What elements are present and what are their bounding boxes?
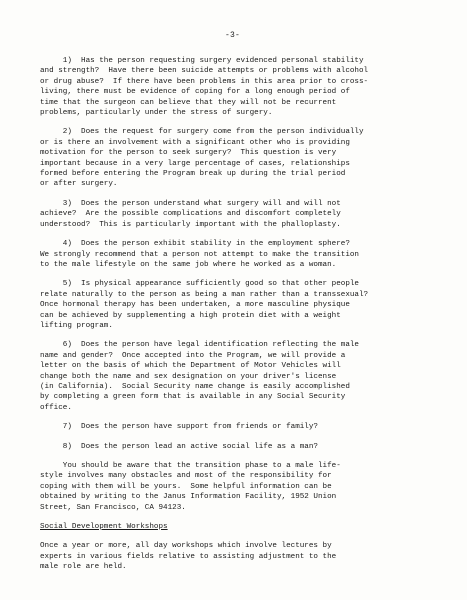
text-line: important because in a very large percentage of cases, relationships xyxy=(40,159,350,168)
text-line: You should be aware that the transition phase to a male life- xyxy=(40,462,341,470)
document-body xyxy=(40,56,435,582)
text-line: 7) Does the person have support from friends or family? xyxy=(40,423,318,432)
paragraph xyxy=(40,442,435,452)
text-line: (in California). Social Security name change is easily accomplished xyxy=(40,382,350,391)
text-line: 8) Does the person lead an active social life as a man? xyxy=(40,442,318,451)
text-line: time that the surgeon can believe that they will not be recurrent xyxy=(40,98,337,107)
paragraph xyxy=(40,279,435,331)
text-line: obtained by writing to the Janus Information Facility, 1952 Union xyxy=(40,493,337,502)
text-line: relate naturally to the person as being a man rather than a transsexual? xyxy=(40,290,369,299)
paragraph xyxy=(40,239,435,270)
text-line: Once a year or more, all day workshops which involve lectures by xyxy=(40,542,332,551)
text-line: and strength? Have there been suicide attempts or problems with alcohol xyxy=(40,67,369,76)
text-line: style involves many obstacles and most of the responsibility for xyxy=(40,472,332,481)
text-line: living, there must be evidence of coping for a long enough period of xyxy=(40,88,350,97)
text-line: understood? This is particularly important with the phalloplasty. xyxy=(40,220,341,229)
text-line: Once hormonal therapy has been undertaken, a more masculine physique xyxy=(40,301,350,310)
text-line: Street, San Francisco, CA 94123. xyxy=(40,503,186,512)
page-number: -3- xyxy=(225,31,241,40)
closing-paragraph xyxy=(40,541,435,572)
text-line: 1) Has the person requesting surgery evidenced personal stability xyxy=(40,57,364,65)
text-line: letter on the basis of which the Department of Motor Vehicles will xyxy=(40,362,341,371)
text-line: name and gender? Once accepted into the Program, we will provide a xyxy=(40,351,346,360)
text-line: We strongly recommend that a person not attempt to make the transition xyxy=(40,250,359,259)
text-line: 5) Is physical appearance sufficiently good so that other people xyxy=(40,280,359,289)
paragraph-list xyxy=(40,56,435,513)
paragraph xyxy=(40,422,435,432)
text-line: 4) Does the person exhibit stability in the employment sphere? xyxy=(40,240,350,249)
paragraph xyxy=(40,199,435,230)
text-line: can be achieved by supplementing a high protein diet with a weight xyxy=(40,311,341,320)
text-line: coping with them will be yours. Some helpful information can be xyxy=(40,482,332,491)
paragraph xyxy=(40,56,435,118)
text-line: problems, particularly under the stress of surgery. xyxy=(40,109,273,118)
text-line: by completing a green form that is available in any Social Security xyxy=(40,393,346,402)
text-line: achieve? Are the possible complications and discomfort completely xyxy=(40,210,341,219)
text-line: male role are held. xyxy=(40,563,127,572)
text-line: or is there an involvement with a significant other who is providing xyxy=(40,138,350,147)
text-line: or after surgery. xyxy=(40,180,118,189)
text-line: or drug abuse? If there have been problems in this area prior to cross- xyxy=(40,77,369,86)
text-line: 6) Does the person have legal identification reflecting the male xyxy=(40,341,359,350)
text-line: experts in various fields relative to assisting adjustment to the xyxy=(40,552,337,561)
text-line: change both the name and sex designation on your driver's license xyxy=(40,372,337,381)
paragraph xyxy=(40,127,435,189)
section-heading: Social Development Workshops xyxy=(40,523,168,532)
text-line: to the male lifestyle on the same job where he worked as a woman. xyxy=(40,260,337,269)
text-line: motivation for the person to seek surgery? This question is very xyxy=(40,149,337,158)
paragraph xyxy=(40,461,435,513)
text-line: formed before entering the Program break up during the trial period xyxy=(40,170,346,179)
text-line: 2) Does the request for surgery come from the person individually xyxy=(40,128,364,137)
text-line: lifting program. xyxy=(40,321,113,330)
paragraph xyxy=(40,340,435,413)
text-line: 3) Does the person understand what surgery will and will not xyxy=(40,199,341,208)
text-line: office. xyxy=(40,403,72,412)
